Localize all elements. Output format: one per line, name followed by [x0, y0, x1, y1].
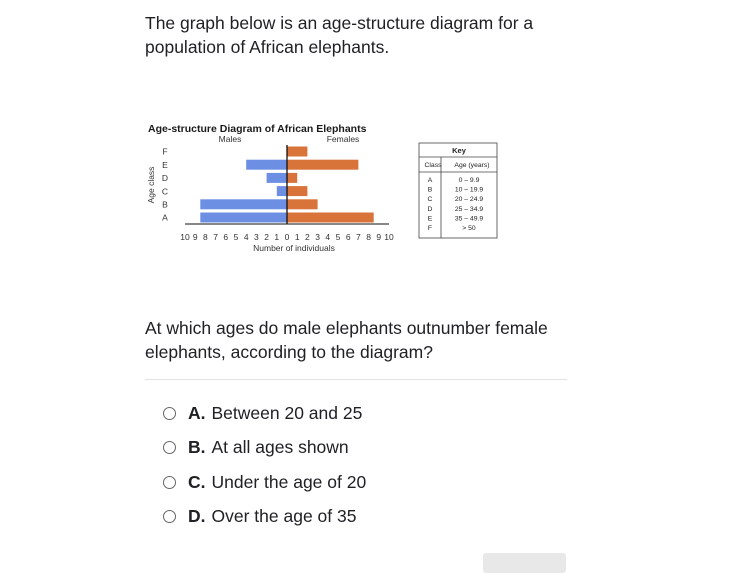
key-age-cell: 20 – 24.9 — [454, 196, 484, 204]
category-label: E — [162, 159, 168, 170]
x-tick-label: 7 — [356, 232, 361, 242]
option-letter: C. — [188, 471, 206, 492]
option-a[interactable] — [163, 396, 366, 431]
legend-label-males: Males — [218, 134, 242, 144]
key-class-cell: E — [427, 215, 433, 223]
x-tick-label: 6 — [223, 232, 229, 242]
bar-male-C — [277, 186, 287, 196]
next-button[interactable] — [483, 553, 566, 573]
y-axis-label: Age class — [146, 166, 156, 204]
x-tick-label: 3 — [254, 232, 259, 242]
x-tick-label: 7 — [213, 232, 218, 242]
bar-female-B — [287, 199, 318, 209]
x-tick-label: 8 — [203, 232, 208, 242]
question-intro: The graph below is an age-structure diagram for a population of African elephants. — [145, 13, 534, 57]
bar-female-D — [287, 173, 297, 183]
key-header-class: Class — [424, 162, 442, 169]
bar-male-E — [246, 160, 287, 170]
x-tick-label: 4 — [243, 232, 249, 242]
option-text: Under the age of 20 — [211, 471, 367, 492]
legend-label-females: Females — [326, 134, 360, 144]
category-label: A — [162, 212, 168, 223]
x-tick-label: 10 — [180, 232, 190, 242]
x-tick-label: 0 — [284, 232, 290, 242]
radio-circle-icon[interactable] — [163, 476, 176, 489]
x-tick-label: 5 — [335, 232, 341, 242]
x-tick-label: 5 — [233, 232, 239, 242]
key-age-cell: 0 – 9.9 — [458, 177, 480, 184]
key-title: Key — [452, 146, 466, 155]
key-age-cell: 10 – 19.9 — [454, 186, 484, 194]
bar-male-D — [267, 173, 287, 183]
key-class-cell: B — [427, 186, 433, 194]
bar-female-C — [287, 186, 307, 196]
option-d[interactable] — [163, 500, 366, 535]
bar-male-B — [200, 199, 287, 209]
x-tick-label: 4 — [325, 232, 331, 242]
radio-circle-icon[interactable] — [163, 510, 176, 523]
key-class-cell: D — [427, 205, 433, 213]
option-letter: D. — [188, 506, 206, 527]
key-age-cell: > 50 — [462, 225, 476, 232]
option-b[interactable] — [163, 431, 366, 466]
x-tick-label: 2 — [264, 232, 269, 242]
bar-female-E — [287, 160, 358, 170]
radio-circle-icon[interactable] — [163, 441, 176, 454]
key-class-cell: F — [427, 225, 433, 232]
bar-female-A — [287, 213, 374, 223]
category-label: B — [162, 199, 168, 210]
x-tick-label: 10 — [384, 232, 394, 242]
bar-male-A — [200, 213, 287, 223]
option-c[interactable] — [163, 465, 366, 500]
key-class-cell: A — [427, 177, 433, 184]
x-tick-label: 6 — [345, 232, 351, 242]
key-class-cell: C — [427, 196, 433, 204]
option-text: Over the age of 35 — [211, 506, 357, 527]
x-tick-label: 8 — [366, 232, 371, 242]
category-label: F — [162, 146, 168, 157]
x-tick-label: 9 — [376, 232, 382, 242]
question-prompt: At which ages do male elephants outnumber female elephants, according to the diagram? — [145, 318, 548, 362]
x-tick-label: 2 — [305, 232, 310, 242]
answer-options — [163, 396, 366, 534]
key-header-age: Age (years) — [454, 162, 490, 169]
divider — [145, 379, 567, 380]
radio-circle-icon[interactable] — [163, 407, 176, 420]
bar-female-F — [287, 147, 307, 157]
x-tick-label: 9 — [192, 232, 198, 242]
x-tick-label: 1 — [274, 232, 280, 242]
category-label: C — [161, 186, 169, 197]
chart-title: Age-structure Diagram of African Elephants — [148, 123, 367, 135]
option-text: At all ages shown — [211, 437, 349, 458]
x-tick-label: 3 — [315, 232, 320, 242]
option-letter: B. — [188, 437, 206, 458]
x-tick-label: 1 — [294, 232, 300, 242]
category-label: D — [161, 173, 169, 184]
key-age-cell: 25 – 34.9 — [454, 205, 484, 213]
option-text: Between 20 and 25 — [211, 402, 363, 423]
x-axis-label: Number of individuals — [253, 243, 335, 253]
key-age-cell: 35 – 49.9 — [454, 215, 484, 223]
option-letter: A. — [188, 402, 206, 423]
